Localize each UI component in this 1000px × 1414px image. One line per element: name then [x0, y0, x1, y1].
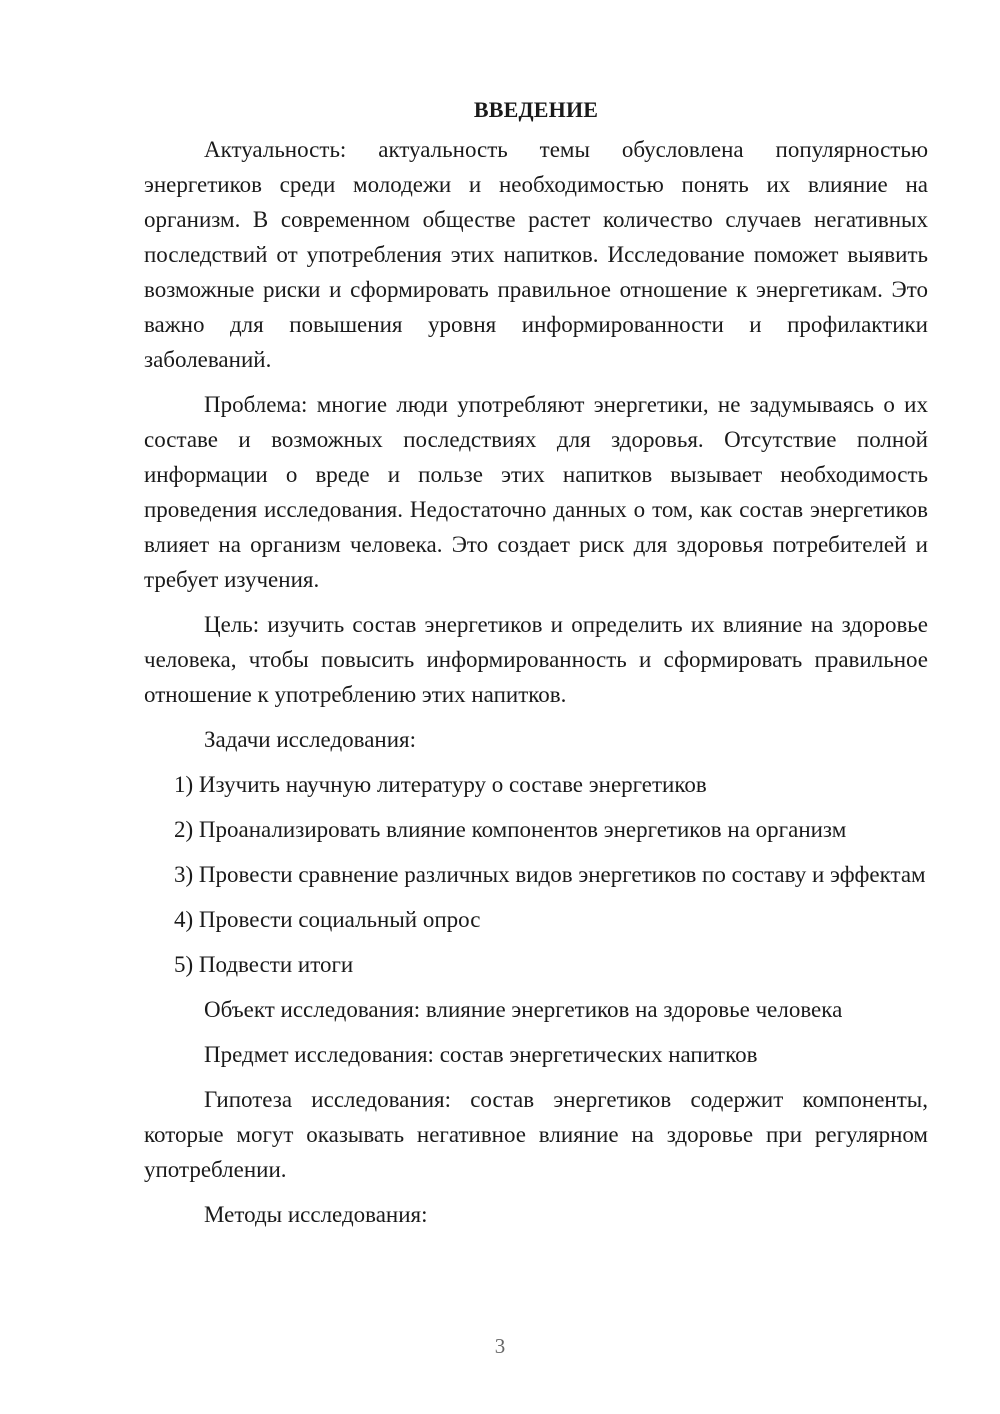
page-title: ВВЕДЕНИЕ: [473, 97, 599, 122]
page-number: 3: [494, 1334, 506, 1358]
relevance-paragraph: Актуальность: актуальность темы обусловлена популярностью энергетиков среди молодежи и необходимостью понять их влияние на организм. В современном обществе растет количество случаев негативных последствий от употребления этих напитков. Исследование поможет выявить возможные риски и сформировать правильное отношение к энергетикам. Это важно для повышения уровня информированности и профилактики заболеваний.: [144, 137, 928, 372]
research-subject: Предмет исследования: состав энергетических напитков: [204, 1042, 758, 1067]
tasks-heading: Задачи исследования:: [204, 727, 417, 752]
task-item: 2) Проанализировать влияние компонентов энергетиков на организм: [174, 817, 847, 842]
methods-heading: Методы исследования:: [204, 1202, 428, 1227]
research-hypothesis: Гипотеза исследования: состав энергетиков содержит компоненты, которые могут оказывать негативное влияние на здоровье при регулярном употреблении.: [144, 1087, 928, 1182]
task-item: 1) Изучить научную литературу о составе энергетиков: [174, 772, 707, 797]
task-item: 3) Провести сравнение различных видов энергетиков по составу и эффектам: [174, 862, 926, 887]
task-item: 4) Провести социальный опрос: [174, 907, 481, 932]
research-object: Объект исследования: влияние энергетиков на здоровье человека: [204, 997, 843, 1022]
goal-paragraph: Цель: изучить состав энергетиков и определить их влияние на здоровье человека, чтобы повысить информированность и сформировать правильное отношение к употреблению этих напитков.: [144, 612, 928, 707]
task-item: 5) Подвести итоги: [174, 952, 354, 977]
document-body: [144, 92, 928, 1242]
problem-paragraph: Проблема: многие люди употребляют энергетики, не задумываясь о их составе и возможных последствиях для здоровья. Отсутствие полной информации о вреде и пользе этих напитков вызывает необходимость проведения исследования. Недостаточно данных о том, как состав энергетиков влияет на организм человека. Это создает риск для здоровья потребителей и требует изучения.: [144, 392, 928, 592]
